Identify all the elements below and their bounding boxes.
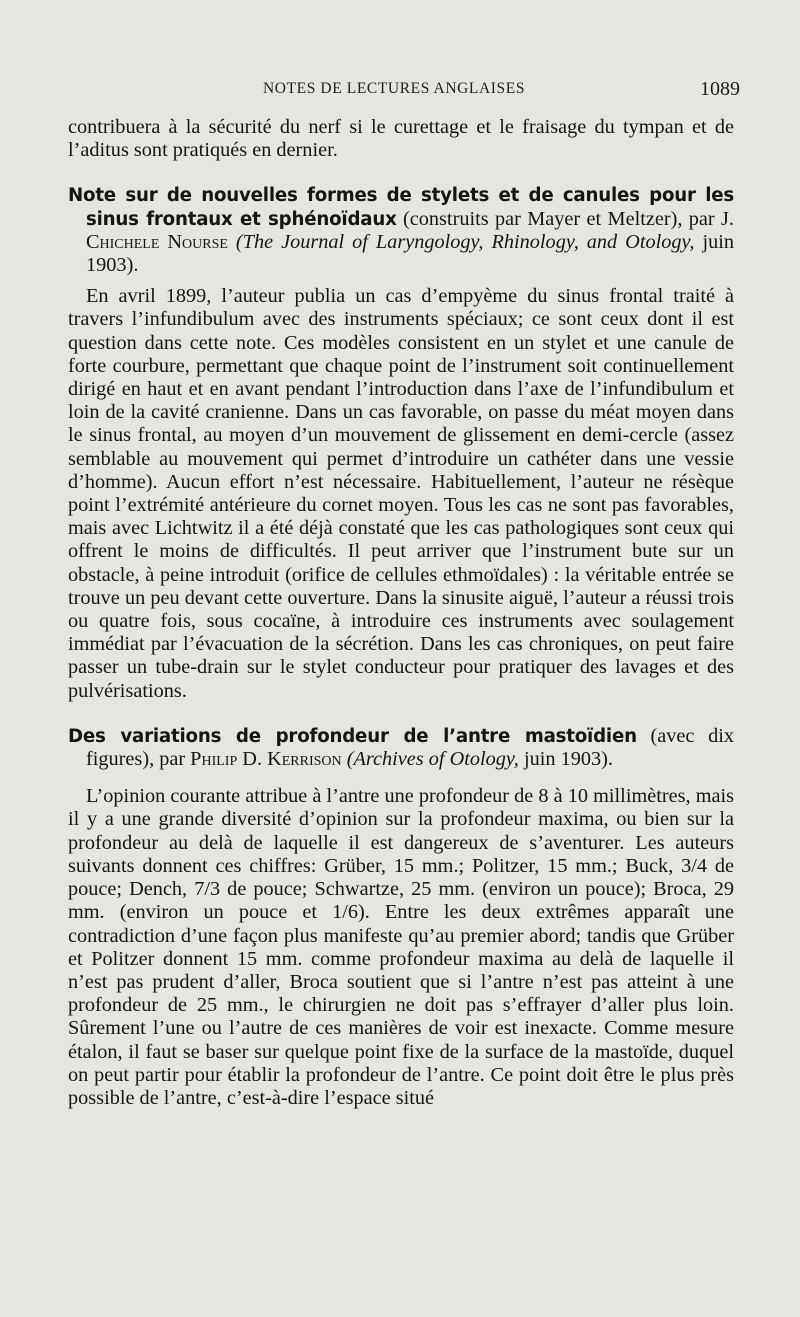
- article-1-body: En avril 1899, l’auteur publia un cas d’empyème du sinus frontal traité à travers l’infundibulum avec des instruments spéciaux; ce sont ceux dont il est question dans cette note. Ces modèles consistent en un stylet et une canule de forte courbure, permettant que chaque point de l’instrument soit continuellement dirigé en haut et en avant pendant l’introduction dans l’axe de l’infundibulum et loin de la cavité cranienne. Dans un cas favorable, on passe du méat moyen dans le sinus frontal, au moyen d’un mouvement de glissement en demi-cercle (assez semblable au mouvement qui permet d’introduire un cathéter dans une vessie d’homme). Aucun effort n’est nécessaire. Habituellement, l’auteur ne résèque point l’extrémité antérieure du cornet moyen. Tous les cas ne sont pas favorables, mais avec Lichtwitz il a été déjà constaté que les cas pathologiques sont ceux qui offrent le moins de difficultés. Il peut arriver que l’instrument bute sur un obstacle, à peine introduit (orifice de cellules ethmoïdales) : la véritable entrée se trouve un peu devant cette ouverture. Dans la sinusite aiguë, l’auteur a réussi trois ou quatre fois, sous cocaïne, à introduire ces instruments avec soulagement immédiat par l’évacuation de la sécrétion. Dans les cas chroniques, on peut faire passer un tube-drain sur le stylet conducteur pour pratiquer des lavages et des pulvérisations.: [68, 285, 734, 702]
- article-1-date: juin 1903).: [86, 230, 734, 277]
- article-2-author: Philip D. Kerrison: [185, 748, 342, 771]
- article-1-heading: [68, 184, 734, 277]
- page-number: 1089: [700, 78, 740, 100]
- article-1-meta-prefix: (construits par Mayer et Meltzer), par J.: [396, 207, 734, 230]
- article-2-title: Des variations de profondeur de l’antre mastoïdien: [68, 725, 637, 747]
- article-1-source: (The Journal of Laryngology, Rhinology, and Otology,: [227, 230, 695, 253]
- article-1-title: Note sur de nouvelles formes de stylets et de canules pour les sinus frontaux et sphénoïdaux: [68, 185, 734, 230]
- intro-paragraph: contribuera à la sécurité du nerf si le curettage et le fraisage du tympan et de l’aditus sont pratiqués en dernier.: [68, 116, 734, 162]
- article-2-source: (Archives of Otology,: [341, 748, 519, 771]
- article-2-meta-prefix: (avec dix figures), par: [86, 724, 734, 771]
- article-2: [68, 725, 734, 1110]
- page-content: [68, 116, 734, 1110]
- running-title: NOTES DE LECTURES ANGLAISES: [263, 80, 526, 97]
- article-2-body: L’opinion courante attribue à l’antre une profondeur de 8 à 10 millimètres, mais il y a une grande diversité d’opinion sur la profondeur maxima, ou bien sur la profondeur au delà de laquelle il est dangereux de s’aventurer. Les auteurs suivants donnent ces chiffres: Grüber, 15 mm.; Politzer, 15 mm.; Buck, 3/4 de pouce; Dench, 7/3 de pouce; Schwartze, 25 mm. (environ un pouce); Broca, 29 mm. (environ un pouce et 1/6). Entre les deux extrêmes apparaît une contradiction d’une façon plus manifeste qu’au premier abord; tandis que Grüber et Politzer donnent 15 mm. comme profondeur maxima au delà de laquelle il n’est pas prudent d’aller, Broca soutient que si l’antre n’est pas atteint à une profondeur de 25 mm., le chirurgien ne doit pas s’effrayer d’aller plus loin. Sûrement l’une ou l’autre de ces manières de voir est inexacte. Comme mesure étalon, il faut se baser sur quelque point fixe de la surface de la mastoïde, duquel on peut partir pour établir la profondeur de l’antre. Ce point doit être le plus près possible de l’antre, c’est-à-dire l’espace situé: [68, 785, 734, 1109]
- article-1: [68, 184, 734, 702]
- article-2-date: juin 1903).: [518, 748, 613, 771]
- article-2-heading: [68, 725, 734, 771]
- article-1-author: Chichele Nourse: [86, 230, 228, 253]
- page-header: [68, 80, 740, 100]
